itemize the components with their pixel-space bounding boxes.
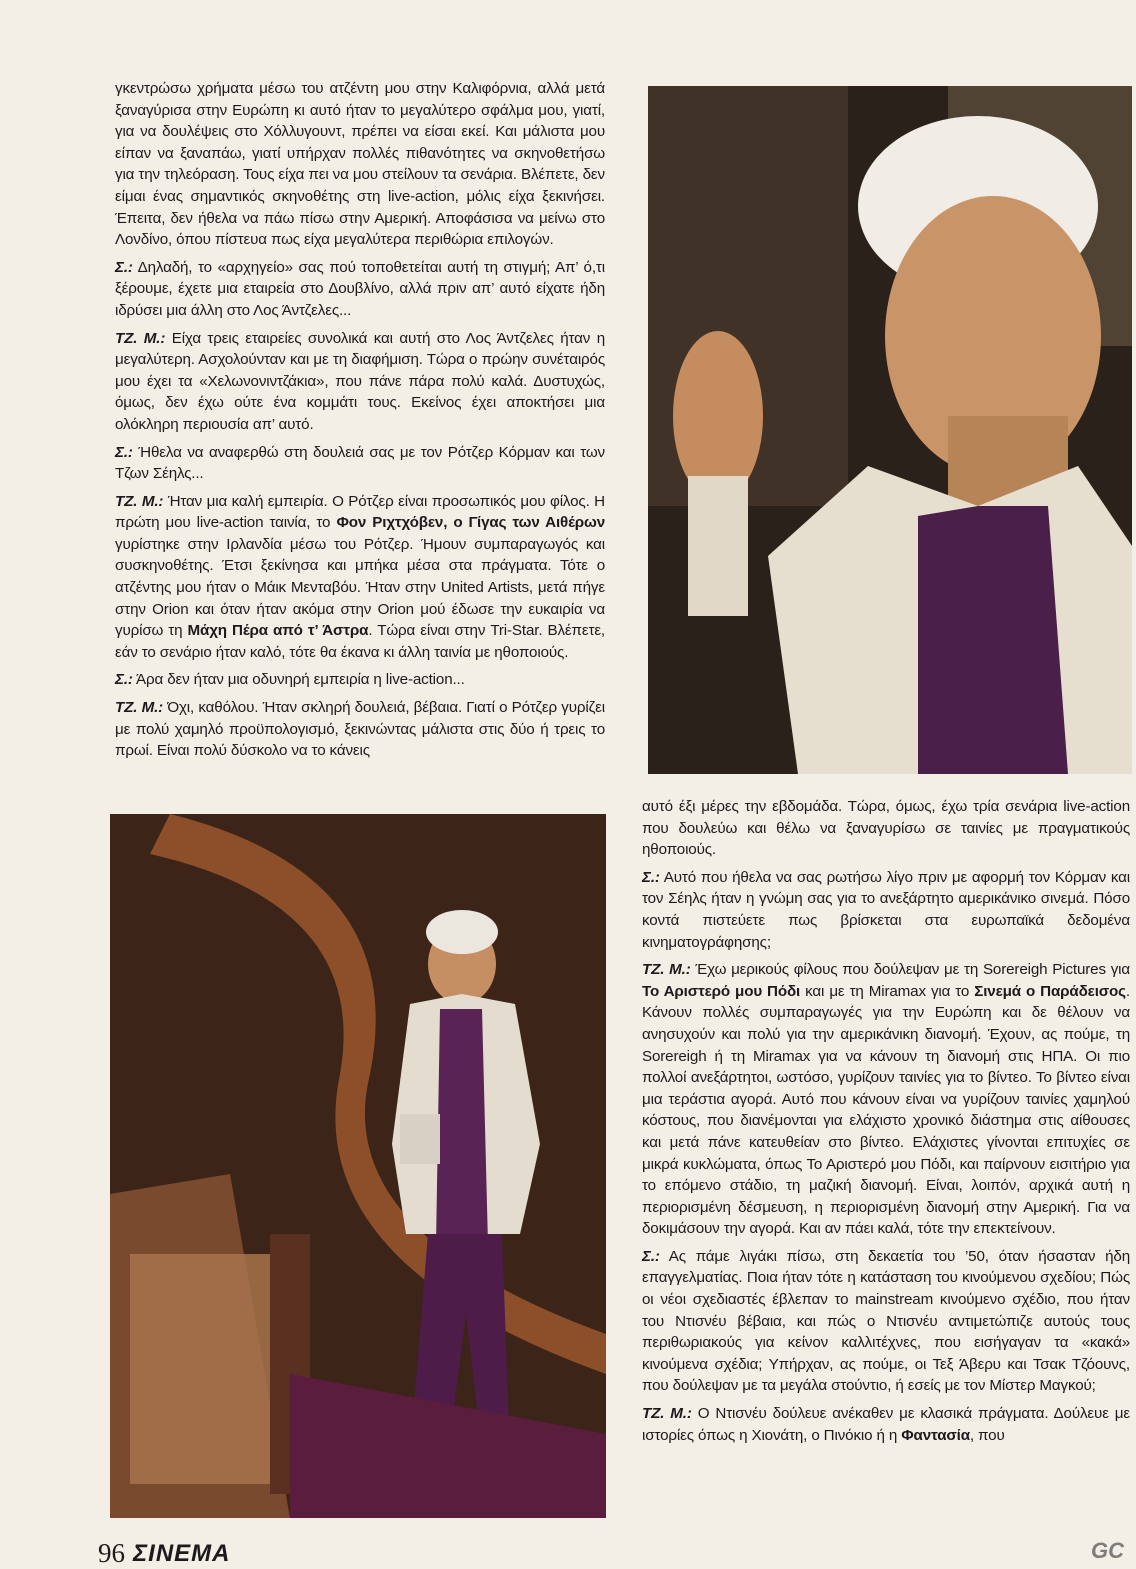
- paragraph: [642, 867, 1130, 953]
- speaker-label: ΤΖ. Μ.:: [642, 1405, 692, 1423]
- paragraph-text: Ήθελα να αναφερθώ στη δουλειά σας με τον Ρότζερ Κόρμαν και των Τζων Σέηλς...: [115, 443, 605, 483]
- paragraph: [115, 442, 605, 485]
- paragraph-text: Ας πάμε λιγάκι πίσω, στη δεκαετία του ’50, όταν ήσασταν ήδη επαγγελματίας. Ποια ήταν τότε η κατάσταση του κινούμενου σχεδίου; Πώς οι νέοι σχεδιαστές έβλεπαν το mainstream κινούμενο σχέδιο, που ήταν του Ντισνέυ βέβαια, και πώς ο Ντισνέυ αντιμετώπιζε αυτούς τους περιθωριακούς για κείνον καλλιτέχνες, που εισήγαγαν τα «κακά» κινούμενα σχέδια; Υπήρχαν, ας πούμε, οι Τεξ Άβερυ και Τσακ Τζόουνς, που δούλεψαν με τα μεγάλα στούντιο, ή εσείς με τον Μίστερ Μαγκού;: [642, 1247, 1130, 1395]
- portrait-photo-staircase: [110, 814, 606, 1518]
- paragraph-text: Έχω μερικούς φίλους που δούλεψαν με τη Sorereigh Pictures για: [690, 961, 1130, 979]
- film-title: Φον Ριχτχόβεν, ο Γίγας των Αιθέρων: [336, 514, 606, 532]
- paragraph-text: Είχα τρεις εταιρείες συνολικά και αυτή στο Λος Άντζελες ήταν η μεγαλύτερη. Ασχολούνταν και με τη διαφήμιση. Τώρα ο πρώην συνέταιρός μου έχει τα «Χελωνονιντζάκια», που πάνε πάρα πολύ καλά. Δυστυχώς, όμως, δεν έχω ούτε ένα κομμάτι τους. Εκείνος έχει αποκτήσει μια ολόκληρη περιουσία απ’ αυτό.: [115, 329, 605, 433]
- paragraph: [642, 959, 1130, 1240]
- paragraph-text: Ο Ντισνέυ δούλευε ανέκαθεν με κλασικά πράγματα. Δούλευε με ιστορίες όπως η Χιονάτη, ο Πινόκιο ή η: [642, 1405, 1131, 1444]
- paragraph: [115, 257, 605, 322]
- speaker-label: ΤΖ. Μ.:: [115, 492, 164, 510]
- paragraph-text: . Τώρα είναι στην Tri-Star. Βλέπετε, εάν το σενάριο ήταν καλό, τότε θα έκανα κι άλλη ταινία με ηθοποιούς.: [115, 622, 606, 661]
- paragraph: [642, 1246, 1130, 1397]
- speaker-label: Σ.:: [115, 443, 133, 461]
- paragraph: [642, 796, 1130, 861]
- paragraph: [115, 669, 605, 691]
- speaker-label: Σ.:: [642, 868, 660, 886]
- right-text-column: [642, 796, 1130, 1452]
- film-title: Μάχη Πέρα από τ’ Άστρα: [187, 622, 369, 640]
- magazine-title: ΣΙΝΕΜΑ: [133, 1540, 231, 1567]
- film-title: Το Αριστερό μου Πόδι: [642, 982, 801, 1000]
- paragraph-text: . Κάνουν πολλές συμπαραγωγές για την Ευρώπη και δε θέλουν να ανησυχούν και πολύ για την αμερικάνικη διανομή. Έχουν, ας πούμε, τη Sorereigh ή τη Miramax για να κάνουν τη διανομή στις ΗΠΑ. Οι πιο πολλοί ανεξάρτητοι, ωστόσο, γυρίζουν ταινίες για το βίντεο. Το βίντεο είναι μια τεράστια αγορά. Αυτό που κάνουν είναι να γυρίζουν ταινίες χαμηλού κόστους, που διανέμονται για ελάχιστο χρονικό διάστημα στις αίθουσες και μετά πάνε κατευθείαν στο βίντεο. Ελάχιστες γίνονται επιτυχίες σε μικρά κυκλώματα, όπως Το Αριστερό μου Πόδι, και παίρνουν εισιτήριο για το επόμενο στάδιο, τη μαζική διανομή. Είναι, λοιπόν, αρχικά αυτή η περιορισμένη δέσμευση, η περιορισμένη διανομή στην Αμερική. Για να δοκιμάσουν την αγορά. Και αν πάει καλά, τότε την επεκτείνουν.: [642, 982, 1130, 1238]
- portrait-photo-closeup: [648, 86, 1132, 774]
- paragraph-text: και με τη Miramax για το: [800, 982, 975, 1000]
- paragraph-text: Αυτό που ήθελα να σας ρωτήσω λίγο πριν με αφορμή τον Κόρμαν και τον Σέηλς ήταν η γνώμη σας για το ανεξάρτητο αμερικάνικο σινεμά. Πόσο κοντά πιστεύετε πως βρίσκεται στα ευρωπαϊκά δεδομένα κινηματογράφησης;: [642, 868, 1130, 951]
- paragraph-text: Ήταν μια καλή εμπειρία. Ο Ρότζερ είναι προσωπικός μου φίλος. Η πρώτη μου live-action ταινία, το: [115, 492, 606, 532]
- paragraph-text: γκεντρώσω χρήματα μέσω του ατζέντη μου στην Καλιφόρνια, αλλά μετά ξαναγύρισα στην Ευρώπη κι αυτό ήταν το μεγαλύτερο σφάλμα μου, γιατί, για να δουλέψεις στο Χόλλυγουντ, πρέπει να είσαι εκεί. Και μάλιστα μου είπαν να ξαναπάω, γιατί υπήρχαν πολλές πιθανότητες να σκηνοθετήσω για την τηλεόραση. Τους είχα πει να μου στείλουν τα σενάρια. Βλέπετε, δεν είμαι ένας σημαντικός σκηνοθέτης στη live-action, μόλις είχα ξεκινήσει. Έπειτα, δεν ήθελα να πάω πίσω στην Αμερική. Αποφάσισα να μείνω στο Λονδίνο, όπου πίστευα πως είχα μεγαλύτερα περιθώρια επιλογών.: [115, 80, 605, 249]
- paragraph-text: Δηλαδή, το «αρχηγείο» σας πού τοποθετείται αυτή τη στιγμή; Απ’ ό,τι ξέρουμε, έχετε μια εταιρεία στο Δουβλίνο, αλλά πριν απ’ αυτό είχατε ήδη ιδρύσει μια άλλη στο Λος Άντζελες...: [115, 258, 605, 319]
- speaker-label: ΤΖ. Μ.:: [115, 699, 164, 717]
- paragraph: [115, 78, 605, 251]
- speaker-label: ΤΖ. Μ.:: [642, 961, 691, 979]
- watermark: GC: [1091, 1538, 1124, 1563]
- speaker-label: ΤΖ. Μ.:: [115, 329, 166, 347]
- paragraph: [115, 491, 605, 664]
- speaker-label: Σ.:: [115, 671, 133, 689]
- paragraph-text: , που: [969, 1426, 1005, 1444]
- paragraph: [642, 1403, 1130, 1446]
- page-number: 96: [98, 1538, 125, 1568]
- speaker-label: Σ.:: [115, 258, 133, 276]
- paragraph-text: Όχι, καθόλου. Ήταν σκληρή δουλειά, βέβαια. Γιατί ο Ρότζερ γυρίζει με πολύ χαμηλό προϋπολογισμό, ξεκινώντας μάλιστα στις δύο ή τρεις το πρωί. Είναι πολύ δύσκολο να το κάνεις: [115, 699, 606, 760]
- film-title: Σινεμά ο Παράδεισος: [974, 982, 1126, 1000]
- paragraph-text: γυρίστηκε στην Ιρλανδία μέσω του Ρότζερ. Ήμουν συμπαραγωγός και συσκηνοθέτης. Έτσι ξεκίνησα και μπήκα μέσα στα πράγματα. Τότε ο ατζέντης μου ήταν ο Μάικ Μενταβόυ. Ήταν στην United Artists, μετά πήγε στην Orion και όταν ήταν ακόμα στην Orion μού έδωσε την ευκαιρία να γυρίσω τη: [115, 535, 605, 640]
- paragraph-text: Άρα δεν ήταν μια οδυνηρή εμπειρία η live-action...: [132, 671, 465, 689]
- paragraph-text: αυτό έξι μέρες την εβδομάδα. Τώρα, όμως, έχω τρία σενάρια live-action που δουλεύω και θέλω να ξαναγυρίσω σε ταινίες με πραγματικούς ηθοποιούς.: [642, 798, 1130, 859]
- paragraph: [115, 328, 605, 436]
- left-text-column: [115, 78, 605, 768]
- film-title: Φαντασία: [901, 1426, 970, 1444]
- speaker-label: Σ.:: [642, 1247, 660, 1265]
- paragraph: [115, 697, 605, 762]
